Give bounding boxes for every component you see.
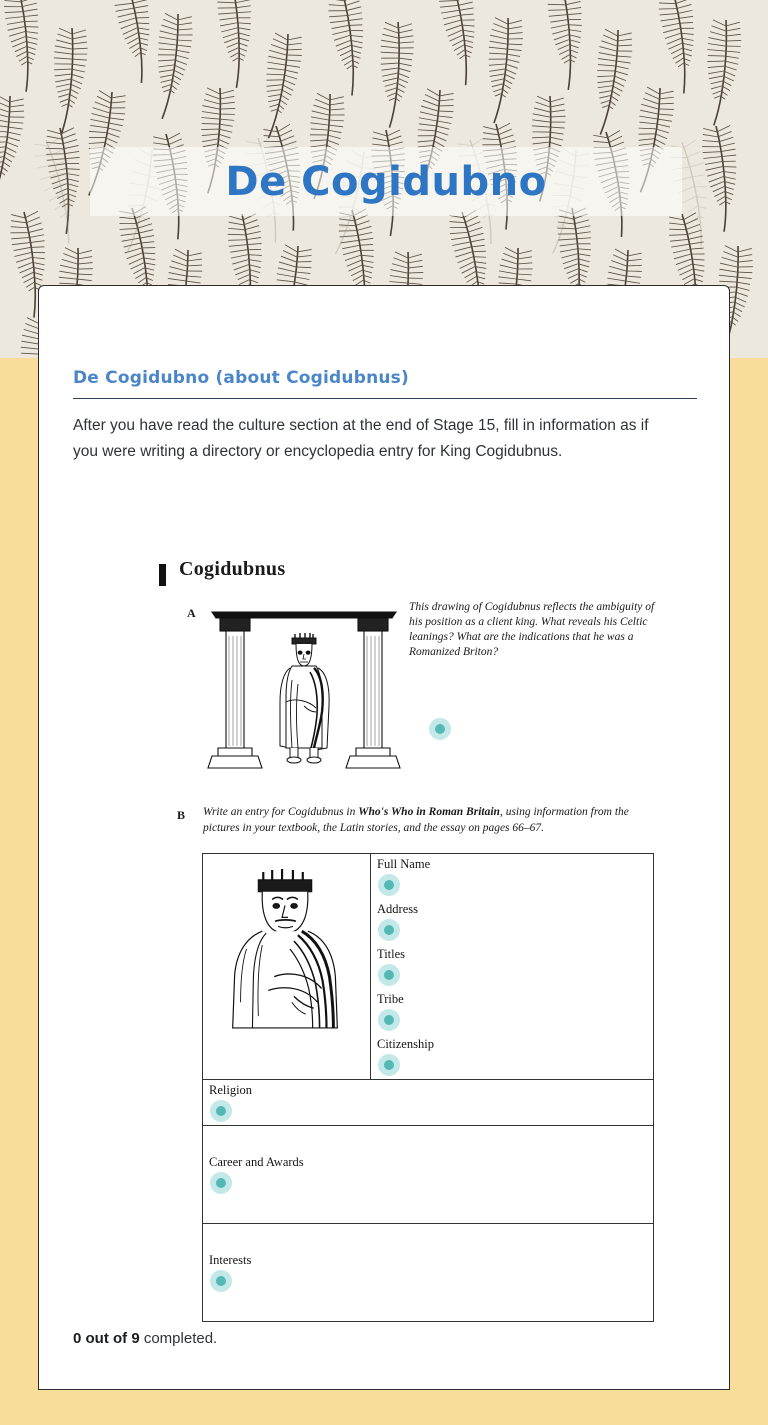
answer-marker-address[interactable] [378, 919, 400, 941]
field-label-religion: Religion [209, 1083, 253, 1097]
field-row-address [371, 899, 654, 944]
field-row-interests [203, 1224, 654, 1322]
field-label-full-name: Full Name [377, 857, 431, 871]
worksheet-title-bar [159, 564, 166, 586]
field-row-titles [371, 944, 654, 989]
cogidubnus-portrait-drawing [207, 858, 365, 1034]
item-b-question [203, 804, 655, 836]
progress-suffix: completed. [139, 1330, 218, 1347]
instructions-text: After you have read the culture section at the end of Stage 15, fill in information as if you were writing a directory or encyclopedia entry for King Cogidubnus. [73, 417, 649, 460]
field-row-career-and-awards [203, 1126, 654, 1224]
progress-status [73, 1330, 217, 1347]
worksheet-card [38, 285, 730, 1390]
answer-marker-full-name[interactable] [378, 874, 400, 896]
item-a-question: This drawing of Cogidubnus reflects the ambiguity of his position as a client king. What reveals his Celtic leanings? What are the indications that he was a Romanized Briton? [409, 601, 655, 658]
item-b-book-title: Who's Who in Roman Britain [358, 806, 500, 818]
field-row-religion [203, 1080, 654, 1126]
answer-marker-religion[interactable] [210, 1100, 232, 1122]
field-label-interests: Interests [209, 1253, 252, 1267]
field-row-citizenship [371, 1034, 654, 1080]
field-label-career-and-awards: Career and Awards [209, 1155, 304, 1169]
field-label-tribe: Tribe [377, 992, 404, 1006]
answer-marker-tribe[interactable] [378, 1009, 400, 1031]
field-label-address: Address [377, 902, 418, 916]
field-label-citizenship: Citizenship [377, 1037, 434, 1051]
answer-marker-career-and-awards[interactable] [210, 1172, 232, 1194]
item-b-text-part1: Write an entry for Cogidubnus in [203, 806, 359, 818]
answer-marker-citizenship[interactable] [378, 1054, 400, 1076]
portrait-cell [203, 854, 371, 1080]
page-title: De Cogidubno [225, 158, 547, 205]
field-row-tribe [371, 989, 654, 1034]
answer-marker-item-a[interactable] [429, 718, 451, 740]
item-a-letter: A [187, 606, 196, 620]
worksheet-scan [119, 558, 664, 1298]
item-b-letter: B [177, 808, 186, 822]
progress-count: 0 out of 9 [73, 1330, 140, 1347]
heading-divider [73, 398, 697, 399]
cogidubnus-entry-table [202, 853, 654, 1322]
worksheet-title: Cogidubnus [179, 558, 286, 580]
answer-marker-interests[interactable] [210, 1270, 232, 1292]
field-label-titles: Titles [377, 947, 406, 961]
banner-title-band [90, 147, 682, 216]
item-b-text-part2: , using information from the pictures in your textbook, the Latin stories, and the essay on pages 66–67. [203, 806, 629, 834]
field-row-full-name [371, 854, 654, 900]
cogidubnus-columns-drawing [204, 598, 404, 793]
section-heading: De Cogidubno (about Cogidubnus) [73, 368, 409, 388]
answer-marker-titles[interactable] [378, 964, 400, 986]
